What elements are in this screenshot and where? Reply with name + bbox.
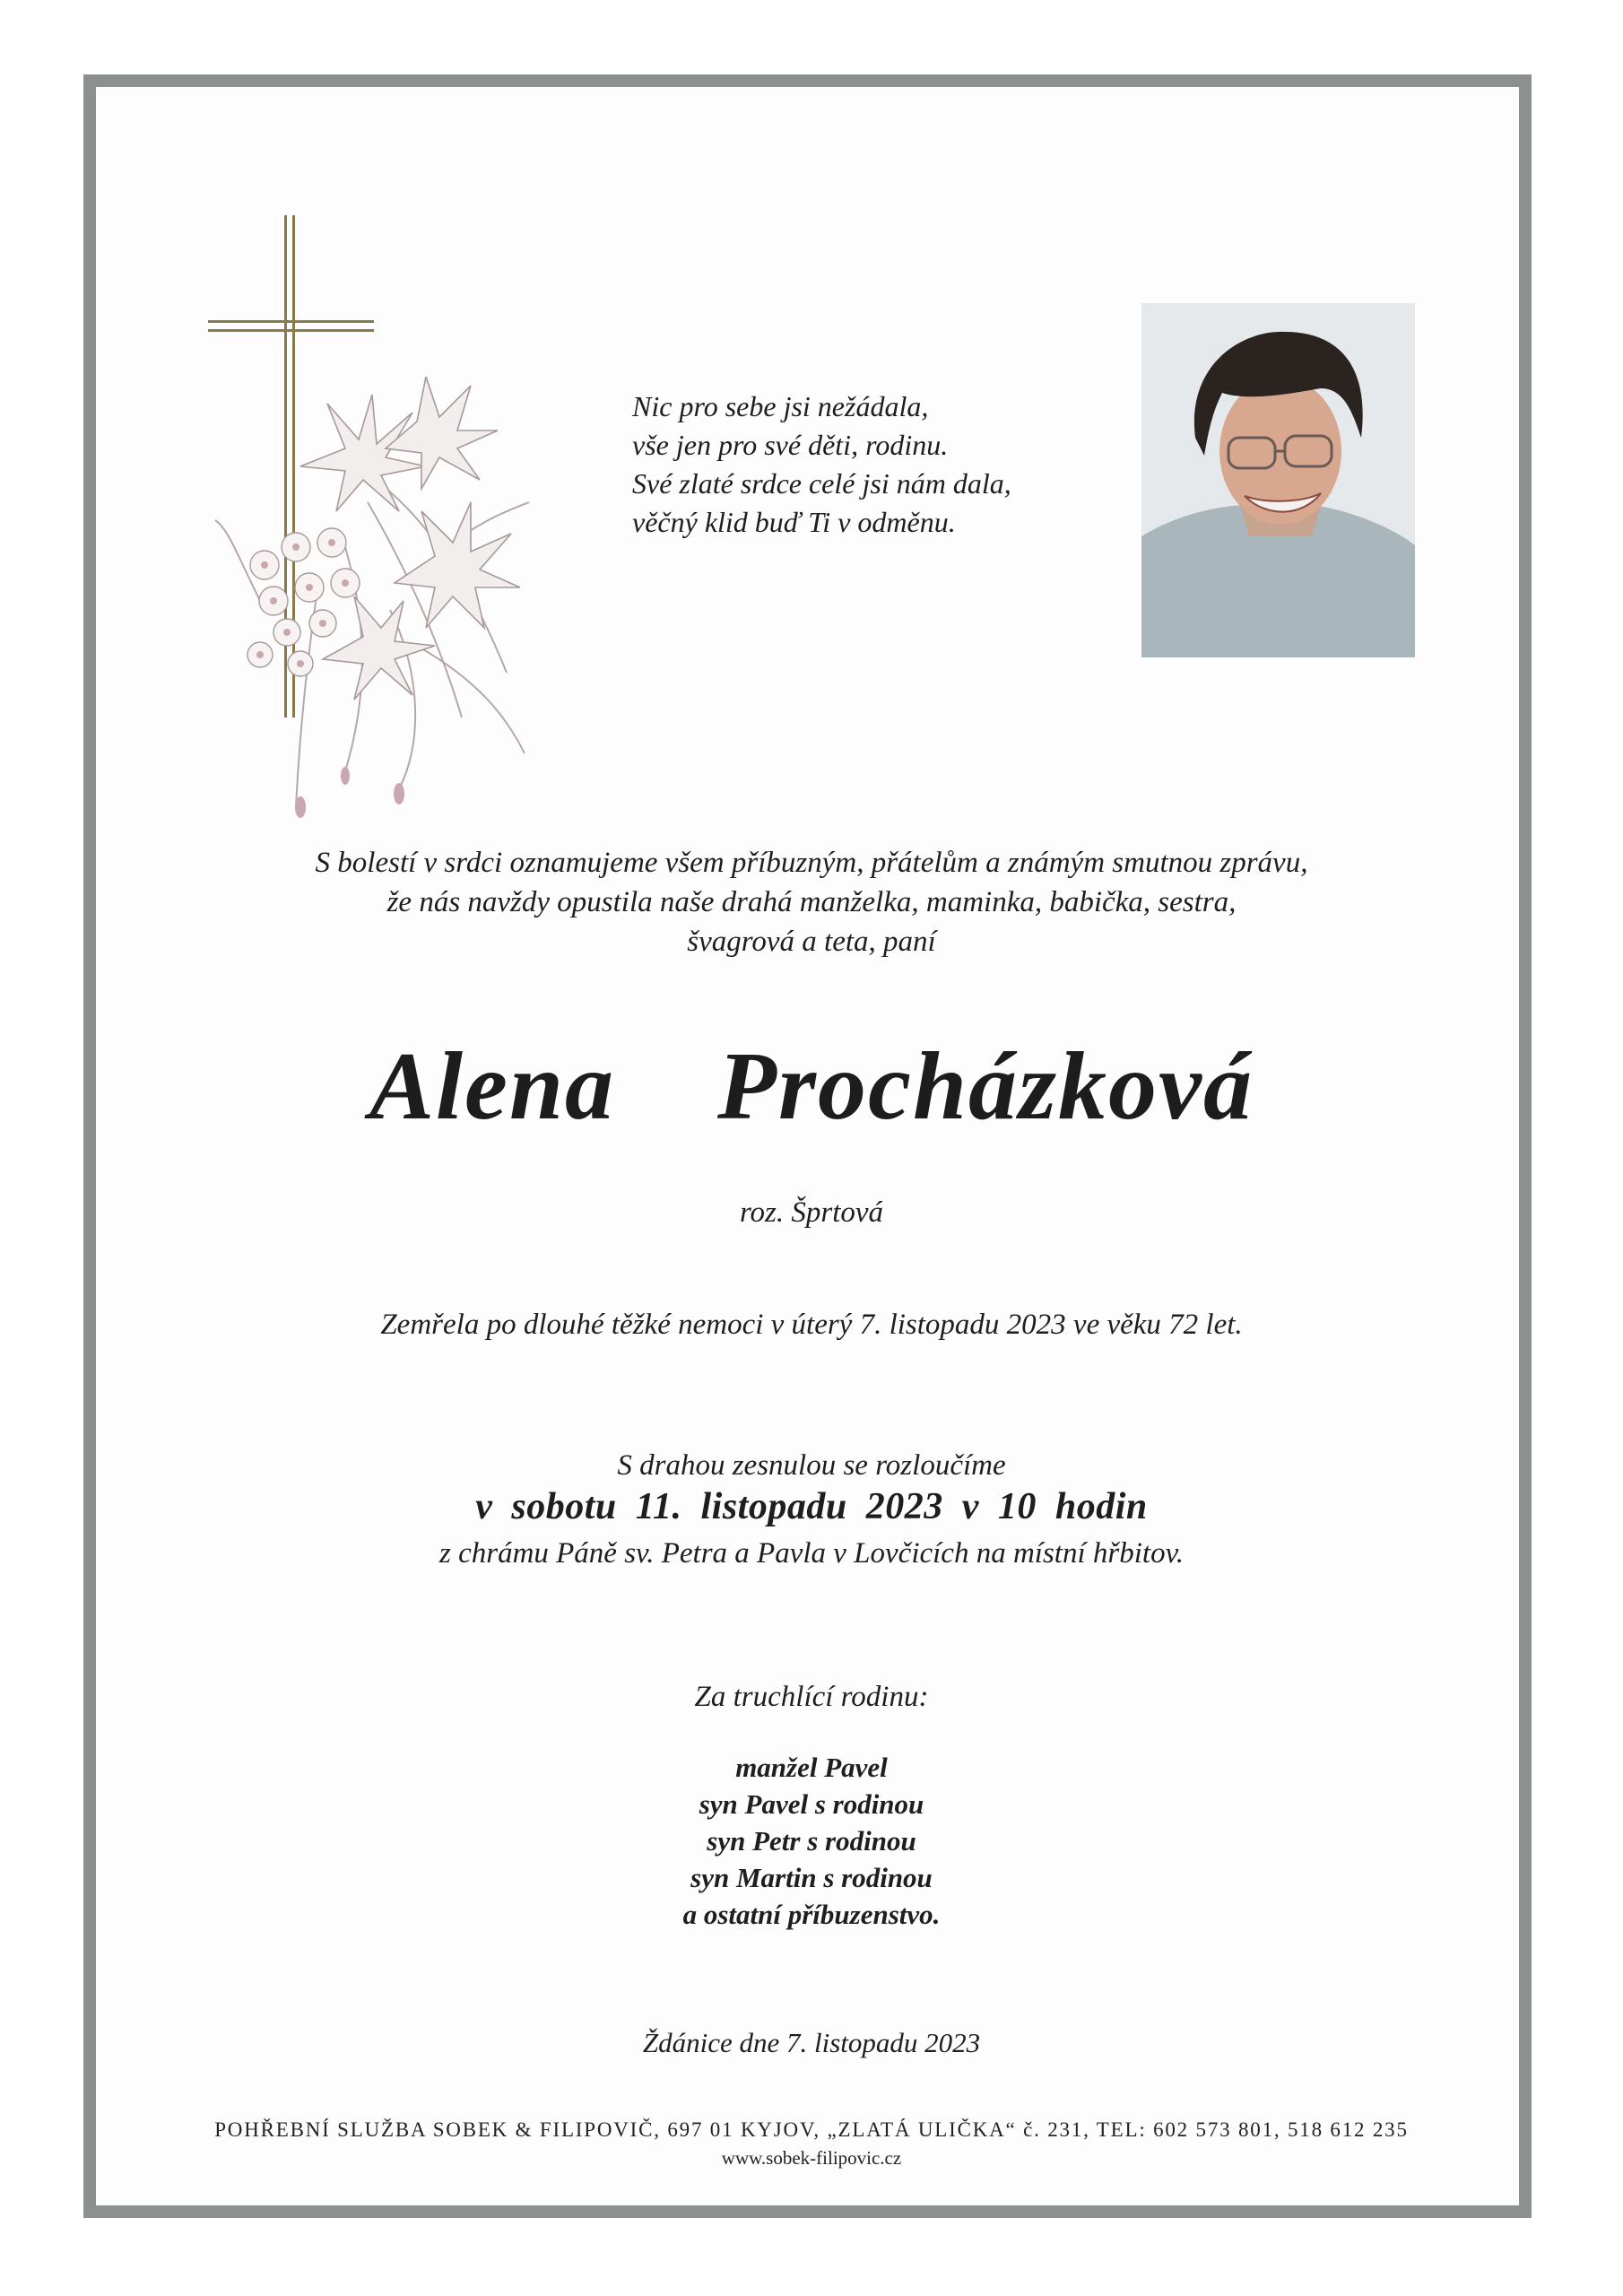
poem-line: Své zlaté srdce celé jsi nám dala, [632,467,1011,500]
farewell-place: z chrámu Páně sv. Petra a Pavla v Lovčicích na místní hřbitov. [438,1537,1185,1570]
funeral-service-website: www.sobek-filipovic.cz [721,2147,902,2169]
family-member: syn Pavel s rodinou [699,1788,924,1820]
deceased-name: Alena Procházková [369,1033,1254,1140]
deceased-photo [1141,303,1415,657]
announcement [135,843,1488,961]
lily-flowers-illustration [211,377,542,825]
announcement-line: že nás navždy opustila naše drahá manželka, maminka, babička, sestra, [386,886,1237,918]
family-member: manžel Pavel [735,1752,888,1783]
family-member: a ostatní příbuzenstvo. [682,1899,941,1930]
funeral-service-info: POHŘEBNÍ SLUŽBA SOBEK & FILIPOVIČ, 697 01 KYJOV, „ZLATÁ ULIČKA“ č. 231, TEL: 602 573 801, 518 612 235 [214,2118,1409,2141]
family-member: syn Martin s rodinou [690,1862,933,1893]
poem [632,387,1098,542]
poem-line: Nic pro sebe jsi nežádala, [632,390,929,422]
poem-line: vše jen pro své děti, rodinu. [632,429,949,461]
announcement-line: švagrová a teta, paní [687,926,936,958]
family-members [135,1749,1488,1933]
family-intro: Za truchlící rodinu: [694,1681,929,1713]
farewell-datetime: v sobotu 11. listopadu 2023 v 10 hodin [475,1486,1148,1527]
place-date: Ždánice dne 7. listopadu 2023 [642,2027,981,2058]
poem-line: věčný klid buď Ti v odměnu. [632,506,956,538]
maiden-name: roz. Šprtová [739,1196,884,1229]
family-member: syn Petr s rodinou [707,1825,916,1857]
death-info: Zemřela po dlouhé těžké nemoci v úterý 7. listopadu 2023 ve věku 72 let. [380,1309,1243,1341]
farewell-intro: S drahou zesnulou se rozloučíme [617,1449,1006,1482]
announcement-line: S bolestí v srdci oznamujeme všem příbuzným, přátelům a známým smutnou zprávu, [315,847,1308,879]
